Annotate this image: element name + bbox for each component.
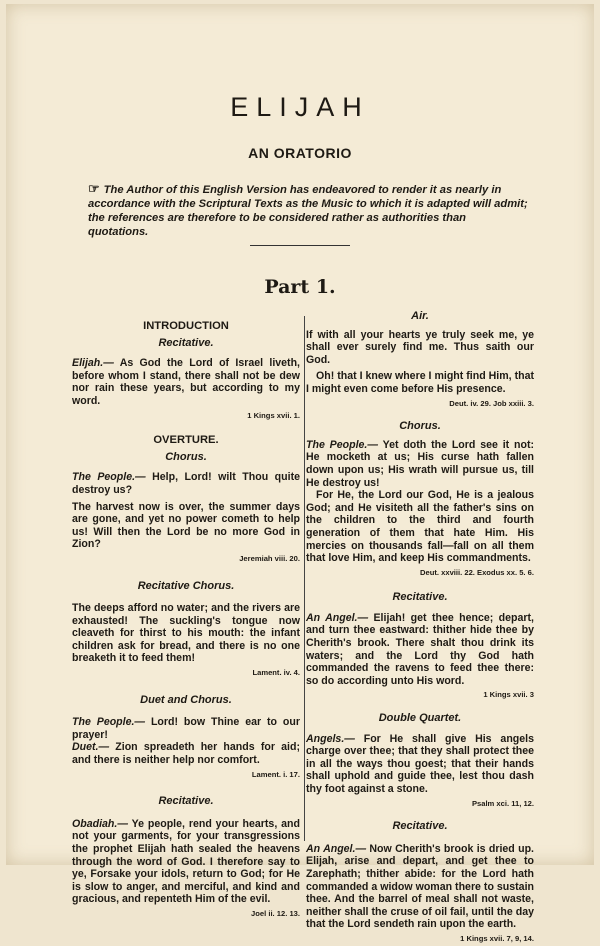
lyric: As God the Lord of Israel liveth, before whom I stand, there shall not be dew nor rain these years, but according to my word. bbox=[72, 357, 300, 407]
page-title: ELIJAH bbox=[230, 92, 370, 122]
right-column bbox=[306, 310, 534, 946]
section-heading: Double Quartet. bbox=[378, 712, 462, 725]
speaker: The People.— bbox=[72, 716, 146, 729]
text-block bbox=[306, 843, 534, 931]
section-heading: Air. bbox=[411, 310, 429, 322]
divider-rule bbox=[250, 245, 350, 246]
lyric: Oh! that I knew where I might find Him, that I might even come before His presence. bbox=[306, 370, 534, 395]
section-heading: OVERTURE. bbox=[153, 434, 219, 447]
speaker: The People.— bbox=[306, 438, 378, 451]
speaker: An Angel.— bbox=[306, 611, 369, 624]
lyric: For He, the Lord our God, He is a jealous God; and He visiteth all the father's sins on the children to the third and fourth generation of them that hate Him. His mercies on thousands fall—fall on all them that love Him, and keep His commandments. bbox=[306, 489, 534, 565]
scripture-ref: Deut. iv. 29. Job xxiii. 3. bbox=[449, 398, 534, 408]
scripture-ref: Jeremiah viii. 20. bbox=[239, 553, 300, 563]
speaker: Angels.— bbox=[306, 732, 355, 745]
lyric: The deeps afford no water; and the rivers are exhausted! The suckling's tongue now cleaveth for thirst to his mouth: the infant children ask for bread, and there is no one breaketh it to feed them! bbox=[72, 602, 300, 665]
speaker: The People.— bbox=[72, 471, 146, 484]
scripture-ref: Psalm xci. 11, 12. bbox=[471, 798, 534, 808]
page-subtitle: AN ORATORIO bbox=[248, 145, 352, 161]
editor-note bbox=[88, 182, 528, 239]
text-block bbox=[306, 733, 534, 796]
scripture-ref: Joel ii. 12. 13. bbox=[251, 908, 300, 918]
lyric: For He shall give His angels charge over thee; that they shall protect thee in all the ways thou goest; that their hands shall uphold and guide thee, lest thou dash thy foot against a stone. bbox=[306, 732, 534, 795]
scripture-ref: Deut. xxviii. 22. Exodus xx. 5. 6. bbox=[420, 567, 534, 577]
page bbox=[6, 4, 594, 943]
note-text: The Author of this English Version has endeavored to render it as nearly in accordance with the Scriptural Texts as the Music to which it is adapted will admit; the references are therefore to be considered rather as authorities than quotations. bbox=[88, 184, 528, 238]
lyric: Elijah! get thee hence; depart, and turn thee eastward: thither hide thee by Cherith's brook. There shalt thou drink its waters; and the Lord thy God hath commanded the ravens to feed thee there: so do according unto His word. bbox=[306, 611, 534, 687]
part-heading: Part 1. bbox=[264, 276, 336, 298]
speaker: Duet.— bbox=[72, 741, 110, 754]
text-block bbox=[306, 612, 534, 688]
left-column bbox=[72, 320, 300, 921]
scripture-ref: Lament. iv. 4. bbox=[252, 668, 300, 678]
lyric: The harvest now is over, the summer days are gone, and yet no power cometh to help us! Will then the Lord be no more God in Zion? bbox=[72, 500, 300, 551]
text-block bbox=[72, 471, 300, 496]
section-heading: Recitative. bbox=[392, 820, 448, 833]
speaker: An Angel.— bbox=[306, 842, 367, 855]
lyric: Now Cherith's brook is dried up. Elijah, arise and depart, and get thee to Zarephath; thither abide: for the Lord hath commanded a widow woman there to sustain thee. And the barrel of meal shall not waste, neither shall the cruse of oil fail, until the day that the Lord sendeth rain upon the earth. bbox=[306, 842, 535, 931]
lyric: Lord! bow Thine ear to our prayer! bbox=[72, 716, 300, 741]
section-heading: INTRODUCTION bbox=[143, 320, 229, 332]
text-block bbox=[72, 357, 300, 407]
section-heading: Chorus. bbox=[399, 420, 441, 433]
section-heading: Duet and Chorus. bbox=[140, 693, 232, 706]
section-heading: Recitative. bbox=[158, 795, 214, 808]
text-block bbox=[72, 716, 300, 766]
lyric: If with all your hearts ye truly seek me, ye shall ever surely find me. Thus saith our God. bbox=[306, 328, 534, 366]
section-heading: Recitative. bbox=[158, 336, 214, 349]
text-block bbox=[72, 818, 300, 906]
section-heading: Recitative Chorus. bbox=[137, 579, 235, 592]
scripture-ref: 1 Kings xvii. 7, 9, 14. bbox=[460, 933, 534, 943]
column-divider bbox=[304, 316, 305, 841]
scripture-ref: 1 Kings xvii. 1. bbox=[247, 410, 300, 420]
section-heading: Chorus. bbox=[165, 450, 207, 463]
lyric: Zion spreadeth her hands for aid; and there is neither help nor comfort. bbox=[72, 741, 300, 767]
speaker: Elijah.— bbox=[72, 357, 114, 370]
scripture-ref: 1 Kings xvii. 3 bbox=[483, 690, 534, 700]
pointing-hand-icon: ☞ bbox=[88, 181, 100, 196]
lyric: Help, Lord! wilt Thou quite destroy us? bbox=[72, 471, 300, 496]
text-block bbox=[306, 439, 534, 489]
speaker: Obadiah.— bbox=[72, 817, 128, 830]
lyric: Yet doth the Lord see it not: He mocketh at us; His curse hath fallen down upon us; His wrath will pursue us, till He destroy us! bbox=[306, 438, 534, 489]
scripture-ref: Lament. i. 17. bbox=[251, 769, 300, 779]
lyric: Ye people, rend your hearts, and not your garments, for your transgressions the prophet Elijah hath sealed the heavens through the word of God. I therefore say to ye, Forsake your idols, return to God; for He is slow to anger, and merciful, and kind and gracious, and repenteth Him of the evil. bbox=[72, 817, 300, 906]
section-heading: Recitative. bbox=[392, 591, 448, 604]
